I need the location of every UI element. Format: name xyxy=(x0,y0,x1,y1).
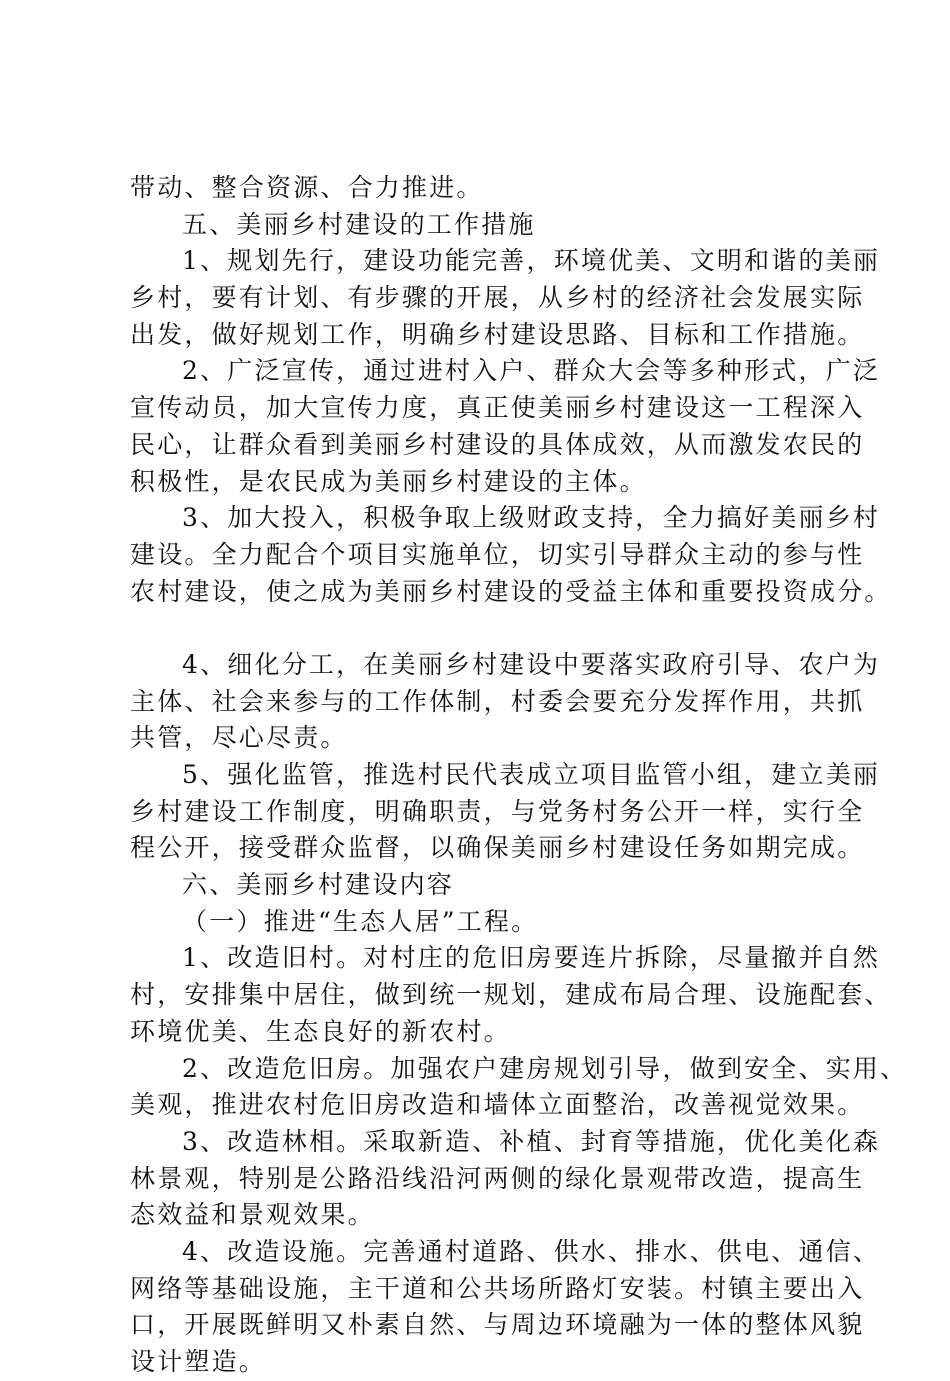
text-line: 美观，推进农村危旧房改造和墙体立面整治，改善视觉效果。 xyxy=(130,1090,865,1120)
text-line: 态效益和景观效果。 xyxy=(130,1200,375,1230)
text-line: 共管，尽心尽责。 xyxy=(130,723,348,753)
text-line: 口，开展既鲜明又朴素自然、与周边环境融为一体的整体风貌 xyxy=(130,1310,865,1340)
section-heading: 五、美丽乡村建设的工作措施 xyxy=(182,209,536,239)
text-line: 4、改造设施。完善通村道路、供水、排水、供电、通信、 xyxy=(182,1236,881,1266)
text-line: 主体、社会来参与的工作体制，村委会要充分发挥作用，共抓 xyxy=(130,686,865,716)
text-line: 1、改造旧村。对村庄的危旧房要连片拆除，尽量撤并自然 xyxy=(182,943,881,973)
text-line: 乡村建设工作制度，明确职责，与党务村务公开一样，实行全 xyxy=(130,796,865,826)
text-line: 2、改造危旧房。加强农户建房规划引导，做到安全、实用、 xyxy=(182,1053,908,1083)
text-line: 村，安排集中居住，做到统一规划，建成布局合理、设施配套、 xyxy=(130,980,892,1010)
text-line: 林景观，特别是公路沿线沿河两侧的绿化景观带改造，提高生 xyxy=(130,1163,865,1193)
text-line: 积极性，是农民成为美丽乡村建设的主体。 xyxy=(130,466,647,496)
text-line: 带动、整合资源、合力推进。 xyxy=(130,173,484,202)
subsection-heading: （一）推进“生态人居”工程。 xyxy=(182,906,539,936)
document-body xyxy=(130,170,908,1381)
text-line: 网络等基础设施，主干道和公共场所路灯安装。村镇主要出入 xyxy=(130,1273,865,1303)
text-line: 宣传动员，加大宣传力度，真正使美丽乡村建设这一工程深入 xyxy=(130,393,865,423)
text-line: 4、细化分工，在美丽乡村建设中要落实政府引导、农户为 xyxy=(182,649,881,679)
text-line: 3、改造林相。采取新造、补植、封育等措施，优化美化森 xyxy=(182,1126,881,1156)
text-line: 3、加大投入，积极争取上级财政支持，全力搞好美丽乡村 xyxy=(182,503,881,533)
text-line: 乡村，要有计划、有步骤的开展，从乡村的经济社会发展实际 xyxy=(130,283,865,313)
text-line: 农村建设，使之成为美丽乡村建设的受益主体和重要投资成分。 xyxy=(130,576,892,606)
text-line: 建设。全力配合个项目实施单位，切实引导群众主动的参与性 xyxy=(130,539,865,569)
section-heading: 六、美丽乡村建设内容 xyxy=(182,870,455,900)
text-line: 5、强化监管，推选村民代表成立项目监管小组，建立美丽 xyxy=(182,760,881,789)
text-line: 环境优美、生态良好的新农村。 xyxy=(130,1016,511,1046)
text-line: 设计塑造。 xyxy=(130,1347,267,1376)
text-line: 程公开，接受群众监督，以确保美丽乡村建设任务如期完成。 xyxy=(130,833,865,863)
text-line: 民心，让群众看到美丽乡村建设的具体成效，从而激发农民的 xyxy=(130,429,865,459)
text-line: 出发，做好规划工作，明确乡村建设思路、目标和工作措施。 xyxy=(130,319,865,349)
text-line: 1、规划先行，建设功能完善，环境优美、文明和谐的美丽 xyxy=(182,246,881,276)
paragraph-gap xyxy=(130,610,852,647)
text-line: 2、广泛宣传，通过进村入户、群众大会等多种形式，广泛 xyxy=(182,356,881,386)
